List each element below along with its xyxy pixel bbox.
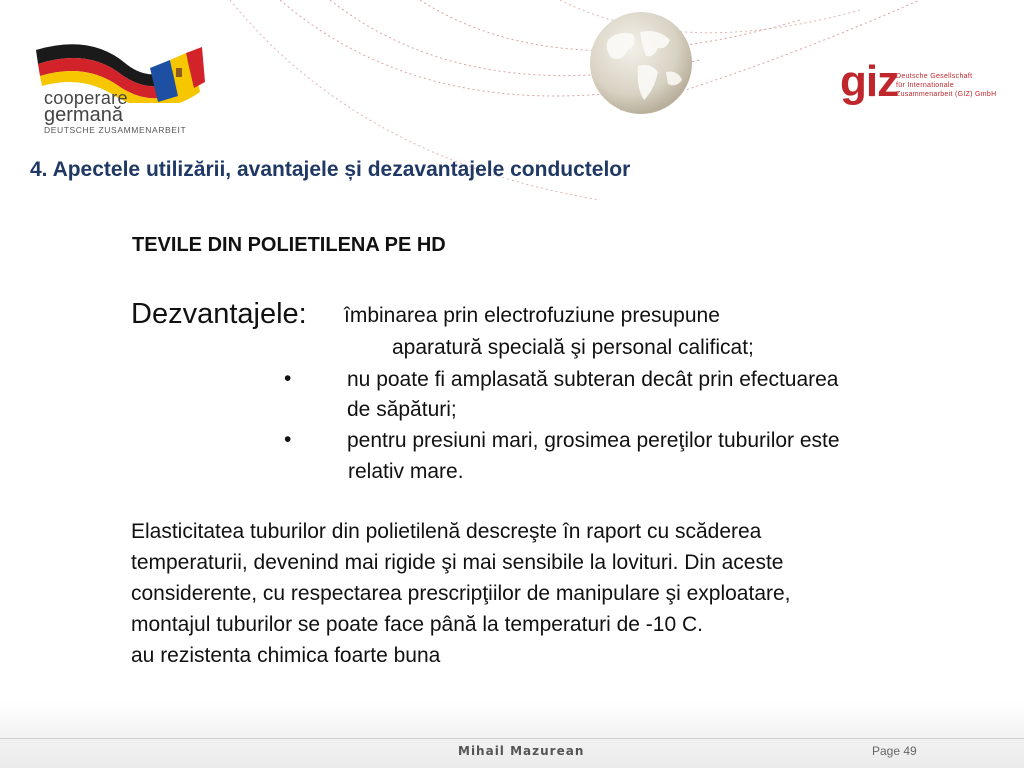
bullet-icon: • bbox=[284, 428, 292, 451]
giz-logo-line: für Internationale bbox=[896, 82, 954, 89]
paragraph-line: au rezistenta chimica foarte buna bbox=[131, 644, 441, 667]
section-heading: 4. Apectele utilizării, avantajele și dezavantajele conductelor bbox=[30, 158, 631, 181]
giz-logo bbox=[840, 57, 1010, 110]
paragraph-line: Elasticitatea tuburilor din polietilenă descreşte în raport cu scăderea bbox=[131, 520, 762, 543]
footer-author: Mihail Mazurean bbox=[458, 744, 585, 758]
subheading: TEVILE DIN POLIETILENA PE HD bbox=[132, 234, 446, 256]
giz-logo-line: Deutsche Gesellschaft bbox=[896, 73, 973, 80]
disadvantage-item: pentru presiuni mari, grosimea pereţilor tuburilor este bbox=[347, 429, 840, 452]
paragraph-line: montajul tuburilor se poate face până la temperaturi de -10 C. bbox=[131, 613, 703, 636]
logo-text-germana: germană bbox=[44, 104, 123, 126]
disadvantages-intro-continued: aparatură specială şi personal calificat; bbox=[392, 336, 754, 359]
cooperare-germana-logo bbox=[30, 38, 210, 138]
footer-page-number: Page 49 bbox=[872, 744, 917, 758]
giz-logo-text bbox=[896, 72, 996, 99]
disadvantage-item-continued: relativ mare. bbox=[348, 460, 464, 483]
bullet-icon: • bbox=[284, 367, 292, 390]
paragraph-line: considerente, cu respectarea prescripţiilor de manipulare şi exploatare, bbox=[131, 582, 791, 605]
globe-icon bbox=[588, 10, 694, 116]
logo-text-cooperare: cooperare bbox=[44, 88, 128, 108]
footer-divider bbox=[0, 738, 1024, 739]
disadvantages-intro: îmbinarea prin electrofuziune presupune bbox=[344, 304, 720, 327]
paragraph-line: temperaturii, devenind mai rigide şi mai sensibile la lovituri. Din aceste bbox=[131, 551, 784, 574]
disadvantages-label: Dezvantajele: bbox=[131, 298, 307, 330]
logo-text-deutsche-zusammenarbeit: DEUTSCHE ZUSAMMENARBEIT bbox=[44, 125, 187, 135]
giz-logo-mark: giz bbox=[840, 57, 899, 106]
disadvantage-item: nu poate fi amplasată subteran decât prin efectuarea bbox=[347, 368, 839, 391]
disadvantage-item-continued: de săpături; bbox=[347, 398, 457, 421]
giz-logo-line: Zusammenarbeit (GIZ) GmbH bbox=[896, 91, 997, 98]
